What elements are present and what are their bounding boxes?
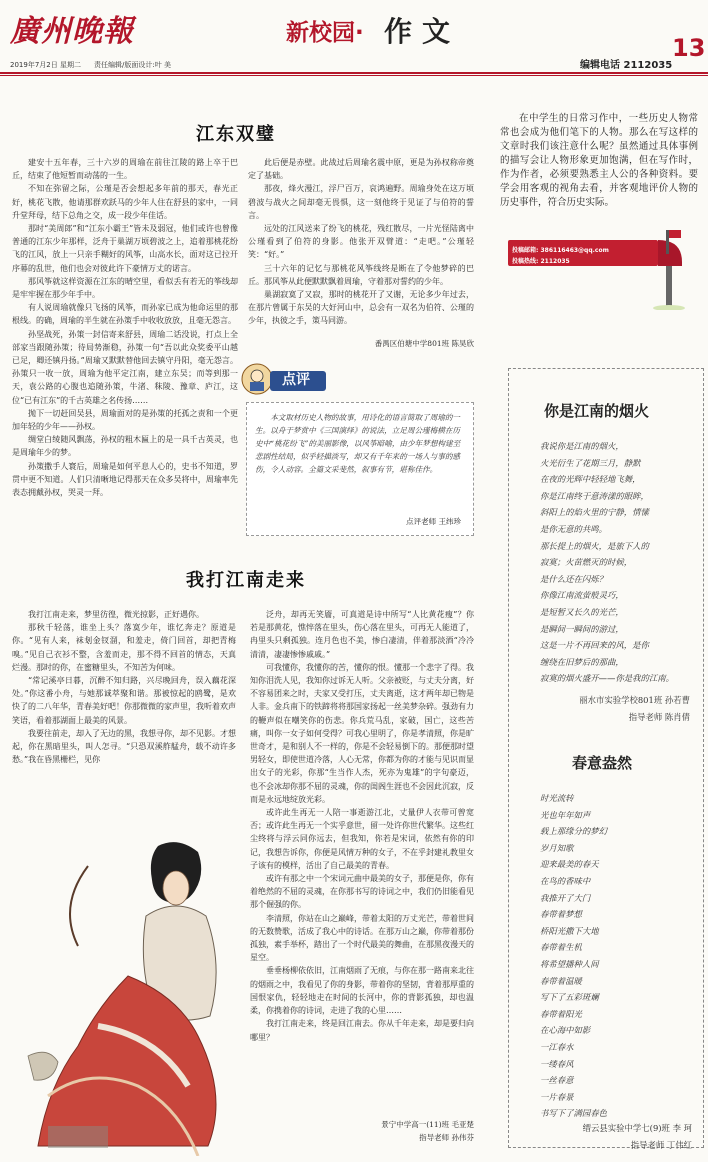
info-bar bbox=[0, 60, 708, 72]
poem-line: 是什么还在闪烁？ bbox=[540, 573, 607, 584]
article-paragraph: 远处的江风送来了纷飞的桃花，残红散尽，一片光怪陆离中公瑾看到了伯符的身影。他张开双臂道：“走吧。”公瑾轻笑：“好。” bbox=[248, 224, 474, 260]
issue-date: 2019年7月2日 星期二 bbox=[10, 61, 81, 69]
comment-paragraph: 本文取材历史人物的故事，用诗化的语言简取了周瑜的一生。以舟于梦赏中《三国演绎》的说法，立足周公瑾梅横在历史中“桃花纷飞”的美丽影像，以风筝暗喻，由少年梦想构建至悲剧性结局，似乎轻描淡写，却又有千年来的一场人与事的感伤，令人动容。全篇文采斐然，叙事有节，堪称佳作。 bbox=[255, 413, 461, 474]
editor-hotline: 编辑电话 2112035 bbox=[580, 60, 673, 71]
article-paragraph: 泛舟，却再无笑靥，可真道是诗中所写“人比黄花瘦”？你若是那黄花，憔悴落在里头，伤心落在里头，可再无人能道了，冉里头只剩孤独。连月色也不美，惨白凄清，伴着那淡酒“冷冷清清，凄凄惨惨戚戚。” bbox=[250, 610, 474, 659]
poem-line: 写下了五彩斑斓 bbox=[540, 992, 599, 1003]
poem-line: 一缕春风 bbox=[540, 1058, 574, 1069]
poem-line: 你是江南终于意涛漾的眼眸， bbox=[540, 490, 649, 501]
poem-line: 那长提上的烟火，是旅下人的 bbox=[540, 540, 649, 551]
article-paragraph: 那秋千轻荡，谁坐上头？落寞少年，谁忆奔走？原道是你。“见有人来，袜刬金钗溜，和羞走，倚门回首，却把青梅嗅。”见自己衣衫不整，含羞而走，那不得不回首的情态，天真烂漫。那时的你，在蜜糖里头，不知苦为何味。 bbox=[12, 623, 236, 672]
poem-line: 是瞬间一瞬间的游过， bbox=[540, 623, 624, 634]
newspaper-logo: 廣州晚報 bbox=[10, 14, 134, 49]
poem-title: 你是江南的烟火 bbox=[544, 402, 650, 420]
poem-line: 是短暂又长久的光芒， bbox=[540, 606, 624, 617]
article-paragraph: 巢湖寂寞了又寂，那时的桃花开了又谢，无论多少年过去，在那片曾属于东吴的大好河山中，总会有一双名为伯符、公瑾的少年，执彼之手，策马同游。 bbox=[248, 290, 474, 326]
poem-title: 春意盎然 bbox=[572, 754, 633, 772]
article-column bbox=[248, 156, 474, 354]
article-paragraph: 不知在弥留之际，公瑾是否会想起多年前的那天，春光正好，桃花飞散，他请那群欢跃马的少年人住在舒县的家中，一同升堂拜母，结下总角之交，成一段少年佳话。 bbox=[12, 184, 238, 220]
poem-line: 在鸟的香味中 bbox=[540, 875, 591, 886]
article-paragraph: 抛下一切赶回吴县，周瑜面对的是孙策的托孤之责和一个更加年轻的少年——孙权。 bbox=[12, 408, 238, 432]
article-paragraph: 那风筝就这样资源在江东的晴空里，看似丢有若无的筝线却是牢牢握在那少年手中。 bbox=[12, 276, 238, 300]
mail-hotline: 投稿热线: 2112035 bbox=[512, 258, 570, 265]
poem-line: 春带着阳光 bbox=[540, 1008, 582, 1019]
poem-line: 是你无意的共鸣。 bbox=[540, 523, 607, 534]
article-column bbox=[250, 608, 474, 1118]
poem-line: 桥阳光撒下大地 bbox=[540, 925, 599, 936]
poem-line: 书写下了满园春色 bbox=[540, 1108, 607, 1119]
article-column bbox=[12, 156, 238, 548]
article-paragraph: 我打江南走来，梦里彷徨，微光掠影，正好遇你。 bbox=[28, 610, 204, 619]
editor-credit: 责任编辑/版面设计:叶 美 bbox=[94, 61, 171, 69]
header-rule bbox=[0, 72, 708, 74]
poem-line: 一丝春意 bbox=[540, 1075, 574, 1086]
article-paragraph: 孙策撒手人寰后，周瑜是如何平息人心的，史书不知道，罗贯中更不知道。人们只清晰地记得那天在众多吴将中，周瑜率先表态拥戴孙权，哭灵一拜。 bbox=[12, 461, 238, 498]
article-title: 我打江南走来 bbox=[186, 570, 306, 591]
poem-teacher: 指导老师 陈肖倩 bbox=[628, 711, 690, 722]
poem-line: 缠绕在旧梦后的那曲， bbox=[540, 656, 624, 667]
poem-line: 岁月知歌 bbox=[540, 842, 574, 853]
article-signature-wrap bbox=[248, 337, 474, 350]
article-paragraph: 三十六年的记忆与那桃花风筝线终是断在了令他梦碎的巴丘。那风筝从此便默默飘着周瑜，守着那对誓约的少年。 bbox=[248, 263, 474, 286]
intro-box bbox=[500, 112, 698, 210]
poem-signature-wrap bbox=[530, 692, 690, 725]
poem-line: 在心海中如影 bbox=[540, 1025, 591, 1036]
poem-line: 我说你是江南的烟火， bbox=[540, 441, 624, 451]
poem-line: 我推开了大门 bbox=[540, 892, 591, 903]
poem-line: 这是一片不再回来的风，是你 bbox=[540, 640, 649, 651]
poem-line: 春带着生机 bbox=[540, 942, 582, 953]
article-paragraph: 此后便是赤壁。此战过后周瑜名震中原，更是为孙权称帝奠定了基础。 bbox=[248, 158, 474, 181]
article-paragraph: 或许有那之中一个宋词元曲中最美的女子，那便是你，你有着绝然的不屈的灵魂，在你那书写的诗词之中，我们仍旧能看见那个倔强的你。 bbox=[250, 874, 474, 910]
article-paragraph: 我打江南走来，终是回江南去。你从千年走来，却是要归向哪里？ bbox=[250, 1019, 474, 1042]
article-paragraph: 建安十五年春，三十六岁的周瑜在前往江陵的路上卒于巴丘，结束了他短暂而动荡的一生。 bbox=[12, 158, 238, 181]
poem-line: 春带着梦想 bbox=[540, 909, 582, 920]
article-paragraph: 孙坚战死，孙策一封信寄来舒县，周瑜二话没说，打点上全部家当跟随孙策；待局势渐稳，孙策一句“吾以此众奖委平山越已足，卿还镇丹扬。”周瑜又默默替他回去镇守丹阳，毫无怨言。孙策只一收一放，周瑜为他平定江南，建立东吴；而等到那一天，袁公路的心腹也追随孙策，牛渚、秣陵、豫章、庐江，这位“已有江东”的千古英雄之名传扬…… bbox=[12, 329, 238, 405]
poem-line: 斜阳上的焰火里的宁静，情愫 bbox=[540, 507, 649, 518]
comment-signature: 点评老师 王纬珍 bbox=[406, 517, 461, 526]
article-paragraph: 李清照，你站在山之巅峰，带着太阳的万丈光芒，带着世间的无数赞歌，活成了我心中的诗话。在那万山之巅，你带着那份孤独，素手举杯，踏出了一个时代最美的舞曲，在那黑夜漫天的星空。 bbox=[250, 913, 474, 963]
article-paragraph: 那时“美周郎”和“江东小霸王”皆未及弱冠，他们或许也曾像普通的江东少年那样，泛舟于巢湖万顷碧波之上，追着那桃花纷飞的江风，放上一只亲手糊好的风筝，山高水长，面对这已拉开序幕的乱世，他们也会对彼此许下豪情万丈的诺言。 bbox=[12, 224, 238, 273]
poem-line: 将希望播种人间 bbox=[540, 958, 599, 969]
header-rule-thin bbox=[0, 75, 708, 76]
poem-line: 春带着温暖 bbox=[540, 975, 582, 986]
poem-line: 在夜的光辉中轻轻地飞舞， bbox=[540, 474, 641, 485]
article-signature: 景宁中学高一(11)班 毛亚楚 bbox=[381, 1120, 474, 1129]
masthead bbox=[0, 0, 708, 62]
section-title: 新校园· bbox=[286, 20, 364, 46]
comment-box bbox=[246, 402, 474, 536]
poem-line: 寂寞；火苗燃灭的时候， bbox=[540, 557, 633, 568]
article-paragraph: 可我懂你，我懂你的苦，懂你的恨。懂那一个悲字了得。我知你泪洗人见，我知你过诉无人听。父亲被贬，与丈夫分离，好不容易团来之时，夫家又受打压，丈夫离逝，这才两年却已物是人非。金兵南下的铁蹄将将那国家扬起一丝美梦杂碎。强劲有力的鞭声似在嘲笑你的伤悲。你兵荒马乱，家破，国亡，这些苦痛，叫你一女子如何受得？可我心里明了，你是孝清照，你是旷世奇才，是和别人不一样的，你是不会轻易倒下的。那便那时望男轻女，即使世道冷落，人心无常，你都为你的才能与见识而显出女子的光彩，你那“生当作人杰，死亦为鬼雄”的字句豪迈，也不会冰却你那不屈的灵魂，你的闺阁生涯也不会因此沉寂，反而是永远地绽放光彩。 bbox=[250, 662, 474, 804]
comment-text bbox=[255, 411, 465, 476]
article-signature-wrap bbox=[250, 1118, 474, 1144]
article-paragraph: 我要往前走，却入了无边的黑，我想寻你，却不见影。才想起，你在黑暗里头，叫人怎寻。“只恐双溪舴艋舟，载不动许多愁。”我在昏黑栅栏，见你 bbox=[12, 728, 236, 765]
intro-paragraph: 在中学生的日常习作中，一些历史人物常常也会成为他们笔下的人物。那么在写这样的文章时我们该注意什么呢？虽然通过具体事例的描写会让人物形象更加饱满，但在写作时，作为作者，必须要熟悉主人公的各种资料。要学会用客观的视角去看，并客观地评价人物的历史事件，符合历史实际。 bbox=[500, 113, 698, 208]
poem-line: 载上那缘分的梦幻 bbox=[540, 826, 607, 837]
poem-signature: 丽水市实验学校801班 孙若曹 bbox=[579, 695, 690, 705]
article-paragraph: 有人说周瑜就像只飞扬的风筝，而孙家已成为他命运里的那根线。的确，周瑜的半生就在孙策手中收收放放，且毫无怨言。 bbox=[12, 303, 238, 326]
poem-line: 迎来最美的春天 bbox=[540, 859, 599, 870]
poem-body bbox=[540, 438, 696, 687]
page-number: 13 bbox=[672, 34, 706, 62]
poem-teacher: 指导老师 丁伟红 bbox=[630, 1139, 692, 1150]
article-paragraph: 绸堂白绫随风飘荡，孙权的粗木匾上的是一具千古英灵，也是周瑜年少的梦。 bbox=[12, 435, 238, 458]
article-signature: 番禺区伯塘中学801班 陈昊欣 bbox=[374, 339, 474, 348]
poem-signature-wrap bbox=[522, 1120, 692, 1153]
article-paragraph: 或许此生再无一人陪一事逝游江北，丈量伊人衣带可曾宽否；或许此生再无一个实乎意世，留一处许你世代繁华。这些红尘终将与浮云同你远去，但我知，你若是宋词，依然有你的印记，我想告诉你，你便是风情万种的女子，不在乎封建礼教里女子该有的模样，活出了自己最美的青春。 bbox=[250, 808, 474, 870]
article-teacher: 指导老师 孙伟芬 bbox=[419, 1133, 474, 1143]
poem-line: 寂寞的烟火盛开——你是我的江南。 bbox=[540, 673, 674, 684]
poem-body bbox=[540, 790, 696, 1122]
poem-line: 火光衍生了花期三月，静默 bbox=[540, 457, 641, 468]
poem-line: 一片春景 bbox=[540, 1091, 574, 1102]
comment-badge-label: 点评 bbox=[282, 372, 310, 388]
poem-line: 时光流转 bbox=[540, 793, 574, 803]
poem-line: 光也年年如声 bbox=[540, 809, 591, 820]
poem-line: 你像江南流萤般灵巧， bbox=[540, 590, 624, 601]
mailbox-icon bbox=[490, 230, 700, 310]
article-column bbox=[12, 608, 236, 828]
section-subtitle: 作文 bbox=[384, 15, 461, 48]
poem-signature: 缙云县实验中学七(9)班 李 珂 bbox=[582, 1123, 692, 1133]
lady-illustration bbox=[8, 826, 248, 1156]
poem-line: 一江春水 bbox=[540, 1041, 574, 1052]
article-title: 江东双璧 bbox=[196, 124, 276, 145]
mail-address: 投稿邮箱: 386116463@qq.com bbox=[512, 247, 609, 254]
article-paragraph: 垂垂杨柳依依旧，江南烟雨了无痕，与你在那一路南来北往的烟雨之中，我看见了你的身影，带着你的坚韧，背着那厚重的国恨家仇，轻轻地走在时间的长河中，你的背影孤独，却也温柔，你携着你的诗词，走进了我的心里…… bbox=[250, 966, 474, 1016]
article-paragraph: “常记溪亭日暮，沉醉不知归路，兴尽晚回舟，误入藕花深处。”你这番小舟，与她那诚萃聚和谐。那被惊起的鸥鹭，是欢快了的二八年华，青春美好吧！你那微微的家声里，我听着欢声笑语，看着那湖面上最美的风景。 bbox=[12, 676, 236, 725]
article-paragraph: 那夜，烽火漫江，浮尸百万，哀鸿遍野。周瑜身处在这万顷碧波与战火之间却毫无畏惧，这一刻他终于见证了与伯符的誓言。 bbox=[248, 184, 474, 220]
